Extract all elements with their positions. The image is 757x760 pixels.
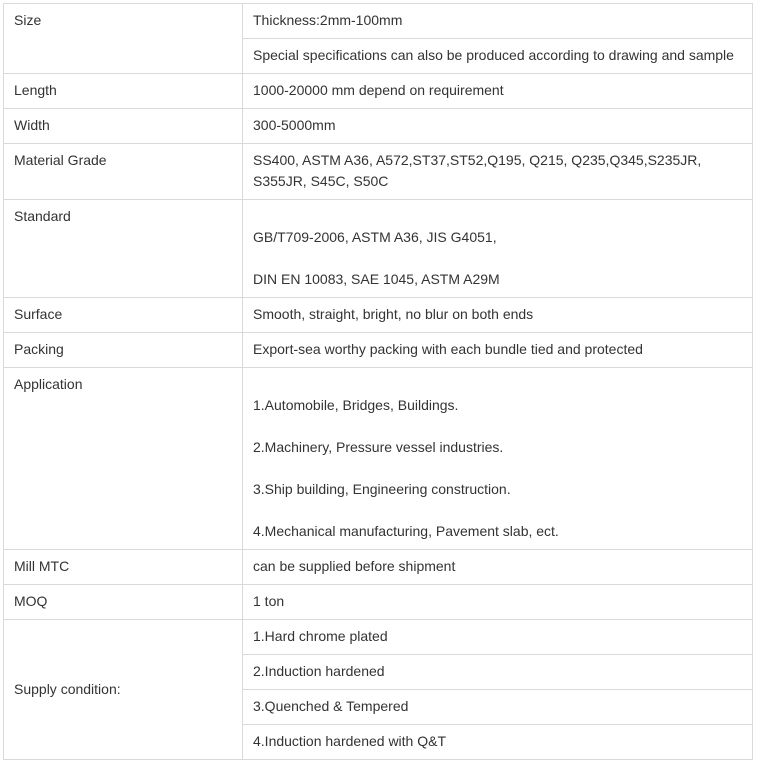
material-grade-label: Material Grade <box>4 144 243 200</box>
surface-value: Smooth, straight, bright, no blur on both ends <box>243 298 753 333</box>
moq-label: MOQ <box>4 585 243 620</box>
table-row <box>4 368 753 550</box>
size-special-value: Special specifications can also be produced according to drawing and sample <box>243 39 753 74</box>
mill-mtc-value: can be supplied before shipment <box>243 550 753 585</box>
supply-condition-value: 3.Quenched & Tempered <box>243 690 753 725</box>
spec-table <box>3 3 753 760</box>
table-row <box>4 585 753 620</box>
application-line: 2.Machinery, Pressure vessel industries. <box>253 439 504 455</box>
length-label: Length <box>4 74 243 109</box>
table-row <box>4 298 753 333</box>
application-line: 4.Mechanical manufacturing, Pavement slab, ect. <box>253 523 559 539</box>
size-label: Size <box>4 4 243 74</box>
supply-condition-label: Supply condition: <box>4 620 243 760</box>
supply-condition-value: 1.Hard chrome plated <box>243 620 753 655</box>
standard-line: GB/T709-2006, ASTM A36, JIS G4051, <box>253 229 497 245</box>
table-row <box>4 74 753 109</box>
standard-value <box>243 200 753 298</box>
standard-label: Standard <box>4 200 243 298</box>
table-row <box>4 620 753 655</box>
size-thickness-value: Thickness:2mm-100mm <box>243 4 753 39</box>
length-value: 1000-20000 mm depend on requirement <box>243 74 753 109</box>
application-line: 1.Automobile, Bridges, Buildings. <box>253 397 459 413</box>
width-value: 300-5000mm <box>243 109 753 144</box>
application-label: Application <box>4 368 243 550</box>
table-row <box>4 144 753 200</box>
packing-value: Export-sea worthy packing with each bundle tied and protected <box>243 333 753 368</box>
table-row <box>4 550 753 585</box>
table-row <box>4 109 753 144</box>
mill-mtc-label: Mill MTC <box>4 550 243 585</box>
application-line: 3.Ship building, Engineering construction. <box>253 481 511 497</box>
surface-label: Surface <box>4 298 243 333</box>
supply-condition-value: 2.Induction hardened <box>243 655 753 690</box>
table-row <box>4 333 753 368</box>
moq-value: 1 ton <box>243 585 753 620</box>
supply-condition-value: 4.Induction hardened with Q&T <box>243 725 753 760</box>
standard-line: DIN EN 10083, SAE 1045, ASTM A29M <box>253 271 500 287</box>
table-row <box>4 4 753 39</box>
packing-label: Packing <box>4 333 243 368</box>
material-grade-value: SS400, ASTM A36, A572,ST37,ST52,Q195, Q215, Q235,Q345,S235JR, S355JR, S45C, S50C <box>243 144 753 200</box>
application-value <box>243 368 753 550</box>
table-row <box>4 200 753 298</box>
width-label: Width <box>4 109 243 144</box>
